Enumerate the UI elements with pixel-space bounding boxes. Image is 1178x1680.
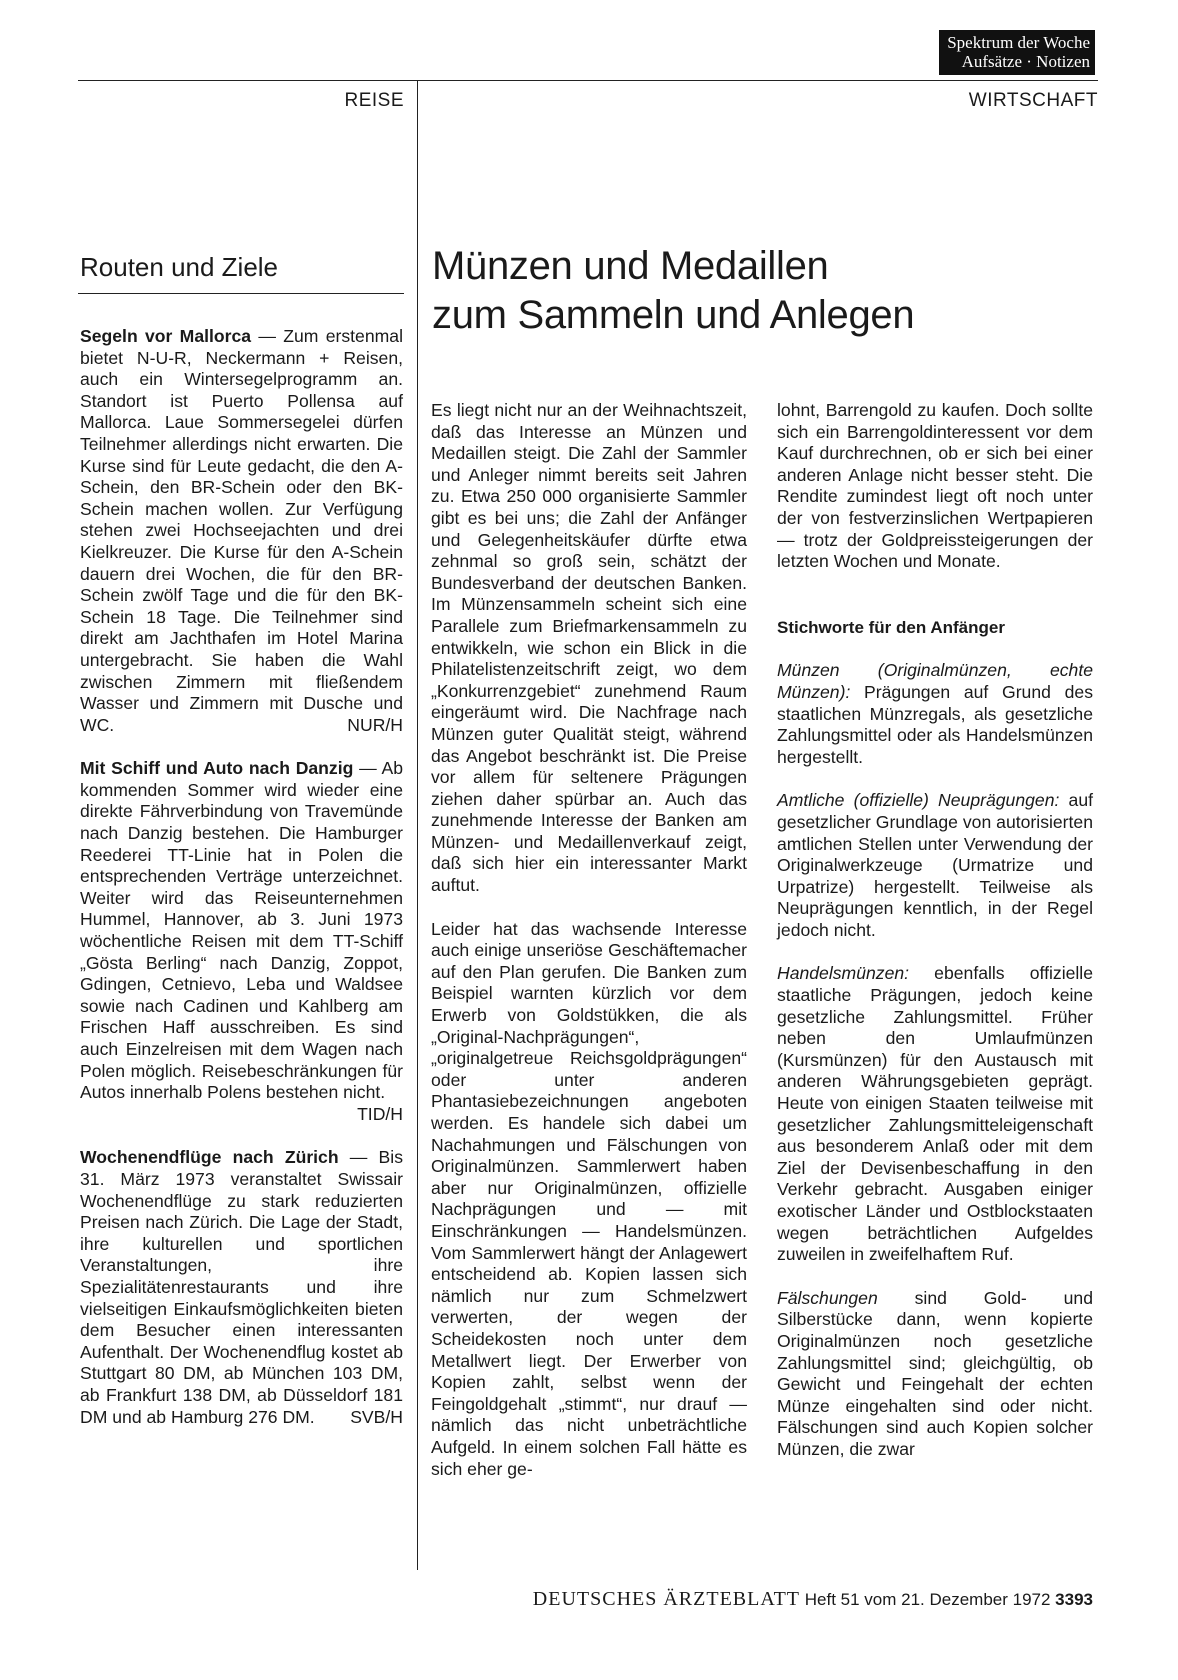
article-column-2 [777, 400, 1093, 1483]
article-title-line2: zum Sammeln und Anlegen [432, 293, 915, 337]
note-heading: Segeln vor Mallorca [80, 326, 252, 346]
article-title [432, 242, 1092, 340]
column-divider [417, 80, 418, 1570]
travel-note [80, 326, 403, 736]
glossary-term: Handelsmünzen: [777, 963, 910, 984]
travel-notes [80, 326, 403, 1450]
note-text: — Bis 31. März 1973 veranstaltet Swissair Wochenendflüge zu stark reduzierten Preisen nach Zürich. Die Lage der Stadt, ihre kulturellen und sportlichen Veranstaltungen, ihre Spezialitätenrestaurants und ihre vielseitigen Einkaufsmöglichkeiten bieten dem Besucher einen interessanten Aufenthalt. Der Wochenendflug kostet ab Stuttgart 80 DM, ab München 103 DM, ab Frankfurt 138 DM, ab Düsseldorf 181 DM und ab Hamburg 276 DM. [80, 1147, 403, 1427]
note-signature: TID/H [357, 1103, 403, 1124]
page-number: 3393 [1055, 1590, 1093, 1609]
footer-issue: Heft 51 vom 21. Dezember 1972 [804, 1590, 1051, 1609]
article-paragraph: Leider hat das wachsende Interesse auch einige unseriöse Geschäftemacher auf den Plan gerufen. Die Banken zum Beispiel warnten kürzlich vor dem Erwerb von Goldstükken, die als „Original-Nachprägungen“, „originalgetreue Reichsgoldprägungen“ oder unter anderen Phantasiebezeichnungen angeboten werden. Es handele sich dabei um Nachahmungen und Fälschungen von Originalmünzen. Sammlerwert haben aber nur Originalmünzen, offizielle Nachprägungen und — mit Einschränkungen — Handelsmünzen. Vom Sammlerwert hängt der Anlagewert entscheidend ab. Kopien lassen sich nämlich nur zum Schmelzwert verwerten, der wegen der Scheidekosten noch unter dem Metallwert liegt. Der Erwerber von Kopien zahlt, selbst wenn der Feingoldgehalt „stimmt“, nur drauf — nämlich das nicht unbeträchtliche Aufgeld. In einem solchen Fall hätte es sich eher ge- [431, 918, 747, 1479]
article-title-line1: Münzen und Medaillen [432, 244, 829, 288]
travel-note [80, 1147, 403, 1428]
glossary-term: Amtliche (offizielle) Neuprägungen: [777, 790, 1060, 811]
note-text: — Ab kommenden Sommer wird wieder eine direkte Fährverbindung von Travemünde nach Danzig bestehen. Die Hamburger Reederei TT-Linie hat in Polen die entsprechenden Verträge unterzeichnet. Weiter wird das Reiseunternehmen Hummel, Hannover, ab 3. Juni 1973 wöchentliche Reisen mit dem TT-Schiff „Gösta Berling“ nach Danzig, Zoppot, Gdingen, Cetnievo, Leba und Waldsee sowie nach Cadinen und Kahlberg am Frischen Haff ausschreiben. Es sind auch Einzelreisen mit dem Wagen nach Polen möglich. Reisebeschränkungen für Autos innerhalb Polens bestehen nicht. [80, 758, 403, 1103]
header-rule [78, 80, 1098, 81]
footer-masthead: DEUTSCHES ÄRZTEBLATT [532, 1588, 801, 1610]
page-footer [533, 1588, 1093, 1611]
note-heading: Mit Schiff und Auto nach Danzig [80, 758, 354, 779]
article-paragraph: lohnt, Barrengold zu kaufen. Doch sollte sich ein Barrengoldinteressent vor dem Kauf durchrechnen, ob er sich bei einer anderen Anlage nicht besser steht. Die Rendite zumindest liegt oft noch unter der von festverzinslichen Wertpapieren — trotz der Goldpreissteigerungen der letzten Wochen und Monate. [777, 400, 1093, 572]
journal-badge-line2: Aufsätze · Notizen [961, 52, 1090, 71]
section-label-reise: REISE [344, 90, 404, 111]
note-text: — Zum erstenmal bietet N-U-R, Neckermann + Reisen, auch ein Wintersegelprogramm an. Standort ist Puerto Pollensa auf Mallorca. Laue Sommersegelei dürfen Teilnehmer allerdings nicht erwarten. Die Kurse sind für Leute gedacht, die den A-Schein, den BR-Schein oder den BK-Schein machen wollen. Zur Verfügung stehen zwei Hochseejachten und drei Kielkreuzer. Die Kurse für den A-Schein dauern drei Wochen, die für den BR-Schein zwölf Tage und die für den BK-Schein 18 Tage. Die Teilnehmer sind direkt am Jachthafen im Hotel Marina untergebracht. Sie haben die Wahl zwischen Zimmern mit fließendem Wasser und Zimmern mit Dusche und WC. [80, 326, 403, 735]
glossary-definition: sind Gold- und Silberstücke dann, wenn kopierte Originalmünzen noch gesetzliche Zahlungsmittel sind; gleichgültig, ob Gewicht und Feingehalt der echten Münze eingehalten sind oder nicht. Fälschungen sind auch Kopien solcher Münzen, die zwar [777, 1287, 1093, 1459]
article-paragraph: Es liegt nicht nur an der Weihnachtszeit, daß das Interesse an Münzen und Medaillen steigt. Die Zahl der Sammler und Anleger nimmt bereits seit Jahren zu. Etwa 250 000 organisierte Sammler gibt es bei uns; die Zahl der Anfänger und Gelegenheitskäufer dürfte etwa zehnmal so groß sein, schätzt der Bundesverband der deutschen Banken. Im Münzensammeln scheint sich eine Parallele zum Briefmarkensammeln zu entwikkeln, wie schon ein Blick in die Philatelistenzeitschrift zeigt, wo dem „Konkurrenzgebiet“ zunehmend Raum eingeräumt wird. Die Nachfrage nach Münzen guter Qualität steigt, während das Angebot beschränkt ist. Die Preise vor allem für seltenere Prägungen ziehen daher spürbar an. Auch das zunehmende Interesse der Banken am Münzen- und Medaillenverkauf zeigt, daß sich hier ein interessanter Markt auftut. [431, 400, 747, 896]
journal-badge-line1: Spektrum der Woche [947, 33, 1090, 52]
left-title: Routen und Ziele [80, 252, 279, 282]
glossary-definition: Prägungen auf Grund des staatlichen Münzregals, als gesetzliche Zahlungsmittel oder als Handelsmünzen hergestellt. [777, 681, 1093, 767]
glossary-definition: ebenfalls offizielle staatliche Prägungen, jedoch keine gesetzliche Zahlungsmittel. Früher neben den Umlaufmünzen (Kursmünzen) für den Austausch mit anderen Währungsgebieten geprägt. Heute von einigen Staaten teilweise mit gesetzlicher Zahlungsmitteleigenschaft aus besonderem Anlaß oder mit dem Ziel der Devisenbeschaffung in den Verkehr gebracht. Ausgaben einiger exotischer Länder und Ostblockstaaten wegen beträchtlichen Aufgeldes zuweilen in zweifelhaftem Ruf. [777, 963, 1093, 1265]
note-signature: SVB/H [350, 1406, 403, 1427]
glossary-term: Münzen (Originalmünzen, echte Münzen): [777, 660, 1093, 702]
glossary-entry [777, 660, 1093, 768]
glossary-entry [777, 790, 1093, 941]
note-heading: Wochenendflüge nach Zürich [80, 1147, 339, 1168]
article-subheading: Stichworte für den Anfänger [777, 617, 1005, 637]
travel-note [80, 758, 403, 1125]
left-title-rule [78, 293, 404, 294]
glossary-definition: auf gesetzlicher Grundlage von autorisierten amtlichen Stellen unter Verwendung der Originalwerkzeuge (Urmatrize und Urpatrize) hergestellt. Teilweise als Neuprägungen kenntlich, in der Regel jedoch nicht. [777, 790, 1093, 940]
section-label-wirtschaft: WIRTSCHAFT [968, 90, 1098, 111]
article-column-1 [431, 400, 747, 1502]
note-signature: NUR/H [347, 714, 403, 735]
glossary-entry [777, 963, 1093, 1265]
journal-badge [939, 30, 1095, 75]
glossary-term: Fälschungen [777, 1287, 878, 1308]
glossary-entry [777, 1288, 1093, 1461]
